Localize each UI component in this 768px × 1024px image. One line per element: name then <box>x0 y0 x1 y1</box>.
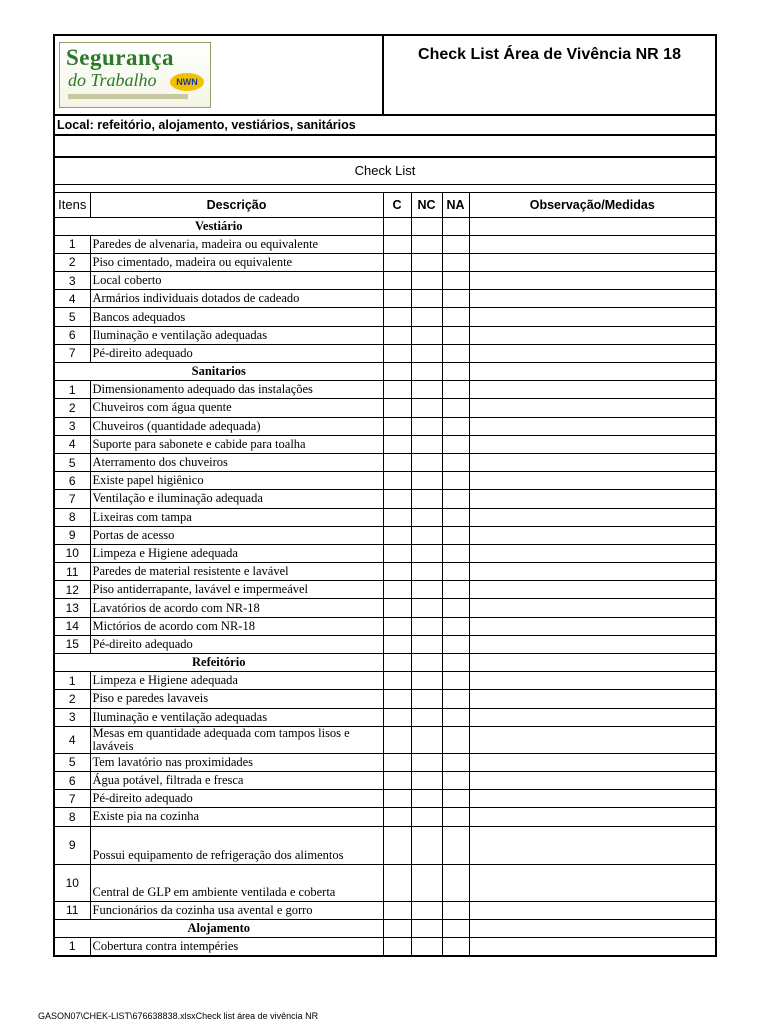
nc-checkbox-cell[interactable] <box>411 937 442 955</box>
na-checkbox-cell[interactable] <box>442 617 469 635</box>
checklist-item-row <box>54 526 716 544</box>
nc-checkbox-cell[interactable] <box>411 272 442 290</box>
item-description: Chuveiros (quantidade adequada) <box>90 417 383 435</box>
checklist-item-row <box>54 599 716 617</box>
item-description: Mictórios de acordo com NR-18 <box>90 617 383 635</box>
page-title: Check List Área de Vivência NR 18 <box>383 35 716 115</box>
c-checkbox-cell[interactable] <box>383 344 411 362</box>
item-description: Paredes de alvenaria, madeira ou equivalente <box>90 235 383 253</box>
item-description: Piso e paredes lavaveis <box>90 690 383 708</box>
nc-checkbox-cell[interactable] <box>411 753 442 771</box>
c-checkbox-cell[interactable] <box>383 937 411 955</box>
item-description: Iluminação e ventilação adequadas <box>90 326 383 344</box>
nc-checkbox-cell[interactable] <box>411 490 442 508</box>
observation-cell[interactable] <box>469 771 716 789</box>
c-checkbox-cell[interactable] <box>383 581 411 599</box>
section-blank-cell <box>411 217 442 235</box>
checklist-item-row <box>54 708 716 726</box>
section-title: Alojamento <box>54 919 383 937</box>
item-number: 5 <box>54 453 90 471</box>
observation-cell[interactable] <box>469 599 716 617</box>
nc-checkbox-cell[interactable] <box>411 417 442 435</box>
section-blank-cell <box>383 919 411 937</box>
checklist-item-row <box>54 272 716 290</box>
na-checkbox-cell[interactable] <box>442 544 469 562</box>
na-checkbox-cell[interactable] <box>442 581 469 599</box>
company-logo <box>59 42 211 108</box>
na-checkbox-cell[interactable] <box>442 381 469 399</box>
checklist-item-row <box>54 417 716 435</box>
section-blank-cell <box>442 919 469 937</box>
na-checkbox-cell[interactable] <box>442 708 469 726</box>
c-checkbox-cell[interactable] <box>383 672 411 690</box>
item-number: 10 <box>54 864 90 901</box>
c-checkbox-cell[interactable] <box>383 617 411 635</box>
observation-cell[interactable] <box>469 453 716 471</box>
observation-cell[interactable] <box>469 937 716 955</box>
item-description: Água potável, filtrada e fresca <box>90 771 383 789</box>
item-description: Lixeiras com tampa <box>90 508 383 526</box>
item-number: 2 <box>54 253 90 271</box>
item-number: 4 <box>54 726 90 753</box>
na-checkbox-cell[interactable] <box>442 399 469 417</box>
checklist-item-row <box>54 344 716 362</box>
checklist-item-row <box>54 826 716 864</box>
observation-cell[interactable] <box>469 399 716 417</box>
local-label: Local: refeitório, alojamento, vestiários, sanitários <box>54 115 716 135</box>
observation-cell[interactable] <box>469 726 716 753</box>
c-checkbox-cell[interactable] <box>383 901 411 919</box>
local-row <box>54 115 716 135</box>
item-number: 1 <box>54 381 90 399</box>
col-descricao: Descrição <box>90 192 383 217</box>
section-blank-cell <box>383 654 411 672</box>
col-itens: Itens <box>54 192 90 217</box>
checklist-item-row <box>54 771 716 789</box>
item-description: Pé-direito adequado <box>90 635 383 653</box>
nc-checkbox-cell[interactable] <box>411 344 442 362</box>
na-checkbox-cell[interactable] <box>442 771 469 789</box>
logo-cell <box>54 35 383 115</box>
observation-cell[interactable] <box>469 235 716 253</box>
section-title: Vestiário <box>54 217 383 235</box>
item-description: Ventilação e iluminação adequada <box>90 490 383 508</box>
c-checkbox-cell[interactable] <box>383 235 411 253</box>
c-checkbox-cell[interactable] <box>383 726 411 753</box>
checklist-item-row <box>54 581 716 599</box>
c-checkbox-cell[interactable] <box>383 599 411 617</box>
nc-checkbox-cell[interactable] <box>411 399 442 417</box>
observation-cell[interactable] <box>469 290 716 308</box>
na-checkbox-cell[interactable] <box>442 690 469 708</box>
nc-checkbox-cell[interactable] <box>411 308 442 326</box>
observation-cell[interactable] <box>469 708 716 726</box>
c-checkbox-cell[interactable] <box>383 753 411 771</box>
nc-checkbox-cell[interactable] <box>411 526 442 544</box>
nc-checkbox-cell[interactable] <box>411 235 442 253</box>
item-number: 13 <box>54 599 90 617</box>
nc-checkbox-cell[interactable] <box>411 435 442 453</box>
item-description: Paredes de material resistente e lavável <box>90 563 383 581</box>
item-description: Cobertura contra intempéries <box>90 937 383 955</box>
checklist-item-row <box>54 472 716 490</box>
observation-cell[interactable] <box>469 253 716 271</box>
section-blank-cell <box>383 217 411 235</box>
c-checkbox-cell[interactable] <box>383 544 411 562</box>
item-description: Local coberto <box>90 272 383 290</box>
observation-cell[interactable] <box>469 753 716 771</box>
item-number: 11 <box>54 901 90 919</box>
item-number: 9 <box>54 826 90 864</box>
checklist-item-row <box>54 790 716 808</box>
section-blank-cell <box>411 919 442 937</box>
checklist-item-row <box>54 937 716 955</box>
section-title: Sanitarios <box>54 363 383 381</box>
na-checkbox-cell[interactable] <box>442 790 469 808</box>
observation-cell[interactable] <box>469 690 716 708</box>
c-checkbox-cell[interactable] <box>383 563 411 581</box>
nc-checkbox-cell[interactable] <box>411 381 442 399</box>
observation-cell[interactable] <box>469 381 716 399</box>
c-checkbox-cell[interactable] <box>383 381 411 399</box>
item-description: Limpeza e Higiene adequada <box>90 544 383 562</box>
observation-cell[interactable] <box>469 344 716 362</box>
na-checkbox-cell[interactable] <box>442 672 469 690</box>
item-description: Limpeza e Higiene adequada <box>90 672 383 690</box>
section-blank-cell <box>442 654 469 672</box>
item-description: Piso cimentado, madeira ou equivalente <box>90 253 383 271</box>
checklist-item-row <box>54 672 716 690</box>
item-number: 14 <box>54 617 90 635</box>
section-blank-cell <box>442 217 469 235</box>
item-number: 1 <box>54 672 90 690</box>
nc-checkbox-cell[interactable] <box>411 790 442 808</box>
checklist-item-row <box>54 453 716 471</box>
checklist-label: Check List <box>54 157 716 184</box>
nc-checkbox-cell[interactable] <box>411 290 442 308</box>
item-description: Chuveiros com água quente <box>90 399 383 417</box>
checklist-item-row <box>54 381 716 399</box>
checklist-item-row <box>54 808 716 826</box>
item-description: Bancos adequados <box>90 308 383 326</box>
na-checkbox-cell[interactable] <box>442 235 469 253</box>
section-blank-cell <box>469 217 716 235</box>
item-number: 11 <box>54 563 90 581</box>
item-description: Piso antiderrapante, lavável e impermeável <box>90 581 383 599</box>
checklist-item-row <box>54 753 716 771</box>
nc-checkbox-cell[interactable] <box>411 808 442 826</box>
item-description: Tem lavatório nas proximidades <box>90 753 383 771</box>
na-checkbox-cell[interactable] <box>442 864 469 901</box>
nc-checkbox-cell[interactable] <box>411 453 442 471</box>
nc-checkbox-cell[interactable] <box>411 771 442 789</box>
c-checkbox-cell[interactable] <box>383 808 411 826</box>
spacer-row <box>54 184 716 192</box>
c-checkbox-cell[interactable] <box>383 399 411 417</box>
logo-text: Segurança <box>66 45 174 70</box>
na-checkbox-cell[interactable] <box>442 937 469 955</box>
item-number: 7 <box>54 490 90 508</box>
observation-cell[interactable] <box>469 272 716 290</box>
na-checkbox-cell[interactable] <box>442 308 469 326</box>
section-row <box>54 919 716 937</box>
c-checkbox-cell[interactable] <box>383 864 411 901</box>
item-number: 3 <box>54 417 90 435</box>
item-number: 1 <box>54 235 90 253</box>
item-number: 8 <box>54 508 90 526</box>
nc-checkbox-cell[interactable] <box>411 563 442 581</box>
observation-cell[interactable] <box>469 581 716 599</box>
checklist-item-row <box>54 435 716 453</box>
na-checkbox-cell[interactable] <box>442 272 469 290</box>
observation-cell[interactable] <box>469 563 716 581</box>
section-blank-cell <box>469 654 716 672</box>
item-description: Portas de acesso <box>90 526 383 544</box>
item-description: Iluminação e ventilação adequadas <box>90 708 383 726</box>
item-description: Pé-direito adequado <box>90 790 383 808</box>
col-na: NA <box>442 192 469 217</box>
checklist-item-row <box>54 690 716 708</box>
item-number: 10 <box>54 544 90 562</box>
item-number: 3 <box>54 272 90 290</box>
checklist-item-row <box>54 726 716 753</box>
item-description: Armários individuais dotados de cadeado <box>90 290 383 308</box>
na-checkbox-cell[interactable] <box>442 435 469 453</box>
nc-checkbox-cell[interactable] <box>411 901 442 919</box>
col-nc: NC <box>411 192 442 217</box>
section-row <box>54 217 716 235</box>
item-number: 12 <box>54 581 90 599</box>
checklist-sheet <box>53 34 715 957</box>
observation-cell[interactable] <box>469 901 716 919</box>
item-number: 6 <box>54 472 90 490</box>
item-description: Existe papel higiênico <box>90 472 383 490</box>
section-blank-cell <box>469 363 716 381</box>
checklist-item-row <box>54 544 716 562</box>
logo-badge: NWN <box>170 73 204 91</box>
na-checkbox-cell[interactable] <box>442 490 469 508</box>
c-checkbox-cell[interactable] <box>383 690 411 708</box>
nc-checkbox-cell[interactable] <box>411 599 442 617</box>
nc-checkbox-cell[interactable] <box>411 617 442 635</box>
c-checkbox-cell[interactable] <box>383 453 411 471</box>
c-checkbox-cell[interactable] <box>383 635 411 653</box>
checklist-table <box>53 34 717 957</box>
na-checkbox-cell[interactable] <box>442 808 469 826</box>
item-description: Dimensionamento adequado das instalações <box>90 381 383 399</box>
nc-checkbox-cell[interactable] <box>411 864 442 901</box>
section-row <box>54 654 716 672</box>
observation-cell[interactable] <box>469 617 716 635</box>
blank-cell <box>54 135 716 157</box>
item-number: 9 <box>54 526 90 544</box>
checklist-item-row <box>54 235 716 253</box>
item-number: 5 <box>54 308 90 326</box>
item-number: 2 <box>54 690 90 708</box>
observation-cell[interactable] <box>469 508 716 526</box>
nc-checkbox-cell[interactable] <box>411 544 442 562</box>
checklist-label-row <box>54 157 716 184</box>
observation-cell[interactable] <box>469 672 716 690</box>
na-checkbox-cell[interactable] <box>442 253 469 271</box>
observation-cell[interactable] <box>469 826 716 864</box>
item-description: Funcionários da cozinha usa avental e gorro <box>90 901 383 919</box>
checklist-item-row <box>54 253 716 271</box>
blank-row <box>54 135 716 157</box>
item-number: 4 <box>54 435 90 453</box>
c-checkbox-cell[interactable] <box>383 526 411 544</box>
observation-cell[interactable] <box>469 544 716 562</box>
checklist-item-row <box>54 326 716 344</box>
section-blank-cell <box>383 363 411 381</box>
observation-cell[interactable] <box>469 864 716 901</box>
footer-path: GASON07\CHEK-LIST\676638838.xlsxCheck list área de vivência NR <box>38 1011 319 1021</box>
c-checkbox-cell[interactable] <box>383 508 411 526</box>
section-blank-cell <box>469 919 716 937</box>
observation-cell[interactable] <box>469 308 716 326</box>
na-checkbox-cell[interactable] <box>442 344 469 362</box>
spacer-cell <box>54 184 716 192</box>
item-number: 8 <box>54 808 90 826</box>
na-checkbox-cell[interactable] <box>442 826 469 864</box>
c-checkbox-cell[interactable] <box>383 253 411 271</box>
c-checkbox-cell[interactable] <box>383 826 411 864</box>
item-number: 2 <box>54 399 90 417</box>
c-checkbox-cell[interactable] <box>383 490 411 508</box>
checklist-item-row <box>54 490 716 508</box>
section-blank-cell <box>411 363 442 381</box>
na-checkbox-cell[interactable] <box>442 599 469 617</box>
c-checkbox-cell[interactable] <box>383 417 411 435</box>
observation-cell[interactable] <box>469 435 716 453</box>
item-description: Suporte para sabonete e cabide para toalha <box>90 435 383 453</box>
section-blank-cell <box>442 363 469 381</box>
nc-checkbox-cell[interactable] <box>411 690 442 708</box>
nc-checkbox-cell[interactable] <box>411 326 442 344</box>
checklist-item-row <box>54 399 716 417</box>
nc-checkbox-cell[interactable] <box>411 253 442 271</box>
observation-cell[interactable] <box>469 790 716 808</box>
checklist-item-row <box>54 901 716 919</box>
nc-checkbox-cell[interactable] <box>411 581 442 599</box>
c-checkbox-cell[interactable] <box>383 326 411 344</box>
na-checkbox-cell[interactable] <box>442 901 469 919</box>
item-number: 4 <box>54 290 90 308</box>
c-checkbox-cell[interactable] <box>383 290 411 308</box>
header-row <box>54 35 716 115</box>
section-title: Refeitório <box>54 654 383 672</box>
item-description: Pé-direito adequado <box>90 344 383 362</box>
observation-cell[interactable] <box>469 490 716 508</box>
item-description: Mesas em quantidade adequada com tampos lisos e laváveis <box>90 726 383 753</box>
item-number: 6 <box>54 326 90 344</box>
nc-checkbox-cell[interactable] <box>411 472 442 490</box>
na-checkbox-cell[interactable] <box>442 417 469 435</box>
na-checkbox-cell[interactable] <box>442 508 469 526</box>
checklist-item-row <box>54 635 716 653</box>
na-checkbox-cell[interactable] <box>442 563 469 581</box>
nc-checkbox-cell[interactable] <box>411 708 442 726</box>
section-row <box>54 363 716 381</box>
item-number: 6 <box>54 771 90 789</box>
section-blank-cell <box>411 654 442 672</box>
checklist-item-row <box>54 508 716 526</box>
na-checkbox-cell[interactable] <box>442 290 469 308</box>
item-description: Aterramento dos chuveiros <box>90 453 383 471</box>
checklist-item-row <box>54 290 716 308</box>
item-number: 7 <box>54 344 90 362</box>
col-obs: Observação/Medidas <box>469 192 716 217</box>
observation-cell[interactable] <box>469 526 716 544</box>
logo-subtext: do Trabalho <box>68 70 157 90</box>
checklist-item-row <box>54 563 716 581</box>
column-header-row <box>54 192 716 217</box>
c-checkbox-cell[interactable] <box>383 708 411 726</box>
na-checkbox-cell[interactable] <box>442 453 469 471</box>
observation-cell[interactable] <box>469 635 716 653</box>
col-c: C <box>383 192 411 217</box>
na-checkbox-cell[interactable] <box>442 635 469 653</box>
item-number: 5 <box>54 753 90 771</box>
checklist-item-row <box>54 308 716 326</box>
nc-checkbox-cell[interactable] <box>411 726 442 753</box>
item-number: 7 <box>54 790 90 808</box>
c-checkbox-cell[interactable] <box>383 771 411 789</box>
na-checkbox-cell[interactable] <box>442 472 469 490</box>
item-description: Existe pia na cozinha <box>90 808 383 826</box>
observation-cell[interactable] <box>469 472 716 490</box>
checklist-item-row <box>54 617 716 635</box>
na-checkbox-cell[interactable] <box>442 326 469 344</box>
nc-checkbox-cell[interactable] <box>411 672 442 690</box>
c-checkbox-cell[interactable] <box>383 435 411 453</box>
c-checkbox-cell[interactable] <box>383 472 411 490</box>
item-number: 15 <box>54 635 90 653</box>
observation-cell[interactable] <box>469 417 716 435</box>
item-description: Possui equipamento de refrigeração dos alimentos <box>90 826 383 864</box>
item-number: 1 <box>54 937 90 955</box>
item-number: 3 <box>54 708 90 726</box>
logo-url-strip <box>68 94 188 99</box>
observation-cell[interactable] <box>469 808 716 826</box>
na-checkbox-cell[interactable] <box>442 753 469 771</box>
observation-cell[interactable] <box>469 326 716 344</box>
c-checkbox-cell[interactable] <box>383 272 411 290</box>
item-description: Central de GLP em ambiente ventilada e coberta <box>90 864 383 901</box>
na-checkbox-cell[interactable] <box>442 726 469 753</box>
nc-checkbox-cell[interactable] <box>411 635 442 653</box>
na-checkbox-cell[interactable] <box>442 526 469 544</box>
item-description: Lavatórios de acordo com NR-18 <box>90 599 383 617</box>
nc-checkbox-cell[interactable] <box>411 826 442 864</box>
checklist-item-row <box>54 864 716 901</box>
c-checkbox-cell[interactable] <box>383 308 411 326</box>
nc-checkbox-cell[interactable] <box>411 508 442 526</box>
c-checkbox-cell[interactable] <box>383 790 411 808</box>
